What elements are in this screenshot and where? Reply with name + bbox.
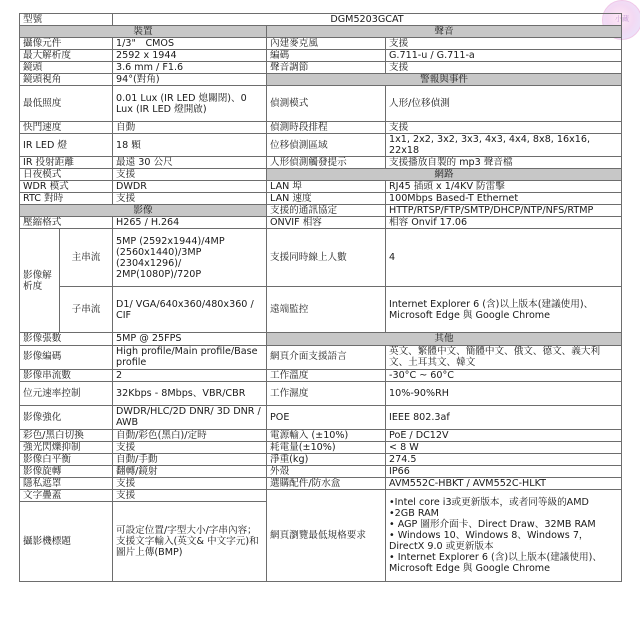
spec-value: IEEE 802.3af — [386, 405, 622, 429]
spec-value: H265 / H.264 — [113, 217, 267, 229]
spec-value: < 8 W — [386, 441, 622, 453]
spec-value: 人形/位移偵測 — [386, 86, 622, 122]
spec-label: 支援的通訊協定 — [267, 205, 386, 217]
spec-label: 隱私遮罩 — [20, 477, 113, 489]
main-stream-label: 主串流 — [60, 229, 113, 287]
spec-label: 鏡頭 — [20, 62, 113, 74]
spec-value: 支援 — [113, 169, 267, 181]
spec-value: 1x1, 2x2, 3x2, 3x3, 4x3, 4x4, 8x8, 16x16, 22x18 — [386, 134, 622, 157]
spec-label: 偵測時段排程 — [267, 122, 386, 134]
spec-label: 影像旋轉 — [20, 465, 113, 477]
spec-label: 彩色/黑白切換 — [20, 429, 113, 441]
browser-requirements-value — [386, 489, 622, 581]
spec-label: 攝像元件 — [20, 38, 113, 50]
spec-value: 支援 — [113, 477, 267, 489]
spec-label: 遠端監控 — [267, 287, 386, 333]
table-row — [20, 345, 622, 369]
table-row — [20, 50, 622, 62]
spec-label: POE — [267, 405, 386, 429]
spec-label: 影像張數 — [20, 333, 113, 345]
table-row — [20, 169, 622, 181]
spec-value: G.711-u / G.711-a — [386, 50, 622, 62]
spec-value: 可設定位置/字型大小/字串內容；支援文字輸入(英文& 中文字元)和圖片上傳(BMP) — [113, 501, 267, 581]
spec-value: 英文、繁體中文、簡體中文、俄文、德文、義大利文、土耳其文、韓文 — [386, 345, 622, 369]
spec-value: 100Mbps Based-T Ethernet — [386, 193, 622, 205]
spec-value: High profile/Main profile/Base profile — [113, 345, 267, 369]
spec-value: 0.01 Lux (IR LED 熄關閉)、0 Lux (IR LED 燈開啟) — [113, 86, 267, 122]
spec-value: DWDR/HLC/2D DNR/ 3D DNR / AWB — [113, 405, 267, 429]
spec-label: IR LED 燈 — [20, 134, 113, 157]
spec-label: LAN 埠 — [267, 181, 386, 193]
spec-value: 相容 Onvif 17.06 — [386, 217, 622, 229]
section-other: 其他 — [267, 333, 622, 345]
spec-label: 影像白平衡 — [20, 453, 113, 465]
spec-value: 32Kbps - 8Mbps、VBR/CBR — [113, 381, 267, 405]
table-row — [20, 217, 622, 229]
spec-value: 支援播放自製的 mp3 聲音檔 — [386, 157, 622, 169]
spec-value: 支援 — [386, 122, 622, 134]
spec-label: WDR 模式 — [20, 181, 113, 193]
table-row — [20, 405, 622, 429]
table-row — [20, 489, 622, 501]
spec-value: 4 — [386, 229, 622, 287]
spec-label: 強光閃爍抑制 — [20, 441, 113, 453]
spec-value: 自動/彩色(黑白)/定時 — [113, 429, 267, 441]
spec-value: 自動/手動 — [113, 453, 267, 465]
spec-value: 10%-90%RH — [386, 381, 622, 405]
spec-value: 支援 — [113, 489, 267, 501]
spec-label: 日夜模式 — [20, 169, 113, 181]
table-row — [20, 369, 622, 381]
spec-value: DWDR — [113, 181, 267, 193]
spec-label: 內建麥克風 — [267, 38, 386, 50]
sub-stream-label: 子串流 — [60, 287, 113, 333]
model-label: 型號 — [20, 14, 113, 26]
spec-value: 翻轉/鏡射 — [113, 465, 267, 477]
spec-label: 編碼 — [267, 50, 386, 62]
table-row — [20, 205, 622, 217]
spec-value: 3.6 mm / F1.6 — [113, 62, 267, 74]
table-row — [20, 38, 622, 50]
model-number: DGM5203GCAT — [113, 14, 622, 26]
spec-value: 1/3" CMOS — [113, 38, 267, 50]
spec-value: HTTP/RTSP/FTP/SMTP/DHCP/NTP/NFS/RTMP — [386, 205, 622, 217]
table-row — [20, 441, 622, 453]
spec-value: RJ45 插頭 x 1/4KV 防雷擊 — [386, 181, 622, 193]
table-row — [20, 134, 622, 157]
table-row — [20, 453, 622, 465]
section-alarm: 警報與事件 — [267, 74, 622, 86]
spec-label: 快門速度 — [20, 122, 113, 134]
spec-label: 選購配件/防水盒 — [267, 477, 386, 489]
requirement-line: • Internet Explorer 6 (含)以上版本(建議使用)、Microsoft Edge 與 Google Chrome — [389, 551, 602, 574]
spec-label: 耗電量(±10%) — [267, 441, 386, 453]
spec-label: 位移偵測區域 — [267, 134, 386, 157]
spec-label: 網頁介面支援語言 — [267, 345, 386, 369]
table-row — [20, 333, 622, 345]
spec-label: 工作溫度 — [267, 369, 386, 381]
table-row — [20, 287, 622, 333]
table-row — [20, 26, 622, 38]
spec-label: 鏡頭視角 — [20, 74, 113, 86]
spec-value: Internet Explorer 6 (含)以上版本(建議使用)、Microsoft Edge 與 Google Chrome — [386, 287, 622, 333]
table-row — [20, 381, 622, 405]
stream-resolution-label: 影像解析度 — [20, 229, 60, 333]
spec-label: 外殼 — [267, 465, 386, 477]
spec-value: -30°C ~ 60°C — [386, 369, 622, 381]
spec-label: 支援同時線上人數 — [267, 229, 386, 287]
spec-label: 攝影機標題 — [20, 501, 113, 581]
spec-value: 自動 — [113, 122, 267, 134]
spec-label: 影像編碼 — [20, 345, 113, 369]
spec-value: 支援 — [386, 38, 622, 50]
table-row — [20, 193, 622, 205]
table-row — [20, 122, 622, 134]
spec-value: 支援 — [113, 441, 267, 453]
spec-value: 支援 — [113, 193, 267, 205]
table-row — [20, 429, 622, 441]
spec-label: 電源輸入 (±10%) — [267, 429, 386, 441]
main-stream-value: 5MP (2592x1944)/4MP (2560x1440)/3MP (2304x1296)/ 2MP(1080P)/720P — [113, 229, 267, 287]
requirement-line: • AGP 圖形介面卡、Direct Draw、32MB RAM — [389, 518, 596, 530]
spec-value: 5MP @ 25FPS — [113, 333, 267, 345]
requirement-line: • Windows 10、Windows 8、Windows 7，DirectX 9.0 或更新版本 — [389, 529, 589, 552]
table-row — [20, 477, 622, 489]
spec-label: 淨重(kg) — [267, 453, 386, 465]
requirement-line: •2GB RAM — [389, 507, 439, 519]
spec-label: 工作濕度 — [267, 381, 386, 405]
spec-label: 最大解析度 — [20, 50, 113, 62]
spec-table — [19, 13, 622, 582]
table-row — [20, 465, 622, 477]
requirement-line: •Intel core i3或更新版本，或者同等級的AMD — [389, 496, 589, 508]
spec-label: ONVIF 相容 — [267, 217, 386, 229]
spec-label: 最低照度 — [20, 86, 113, 122]
spec-value: IP66 — [386, 465, 622, 477]
table-row — [20, 74, 622, 86]
table-row — [20, 14, 622, 26]
watermark-stamp: 小藏 — [602, 0, 640, 40]
spec-value: PoE / DC12V — [386, 429, 622, 441]
spec-value: 94°(對角) — [113, 74, 267, 86]
section-audio: 聲音 — [267, 26, 622, 38]
spec-value: 18 顆 — [113, 134, 267, 157]
spec-value: 2 — [113, 369, 267, 381]
spec-label: 位元速率控制 — [20, 381, 113, 405]
spec-label: 壓縮格式 — [20, 217, 113, 229]
spec-label: IR 投射距離 — [20, 157, 113, 169]
sub-stream-value: D1/ VGA/640x360/480x360 / CIF — [113, 287, 267, 333]
browser-requirements-label: 網頁瀏覽最低規格要求 — [267, 489, 386, 581]
spec-label: 偵測模式 — [267, 86, 386, 122]
spec-label: 聲音調節 — [267, 62, 386, 74]
spec-value: 2592 x 1944 — [113, 50, 267, 62]
section-video: 影像 — [20, 205, 267, 217]
table-row — [20, 181, 622, 193]
spec-value: 支援 — [386, 62, 622, 74]
spec-label: 影像串流數 — [20, 369, 113, 381]
section-network: 網路 — [267, 169, 622, 181]
table-row — [20, 86, 622, 122]
spec-label: RTC 對時 — [20, 193, 113, 205]
spec-value: AVM552C-HBKT / AVM552C-HLKT — [386, 477, 622, 489]
table-row — [20, 229, 622, 287]
spec-label: 人形偵測觸發提示 — [267, 157, 386, 169]
spec-label: LAN 速度 — [267, 193, 386, 205]
spec-label: 影像強化 — [20, 405, 113, 429]
section-device: 裝置 — [20, 26, 267, 38]
spec-value: 最遠 30 公尺 — [113, 157, 267, 169]
table-row — [20, 157, 622, 169]
spec-value: 274.5 — [386, 453, 622, 465]
table-row — [20, 62, 622, 74]
spec-label: 文字疊蓋 — [20, 489, 113, 501]
